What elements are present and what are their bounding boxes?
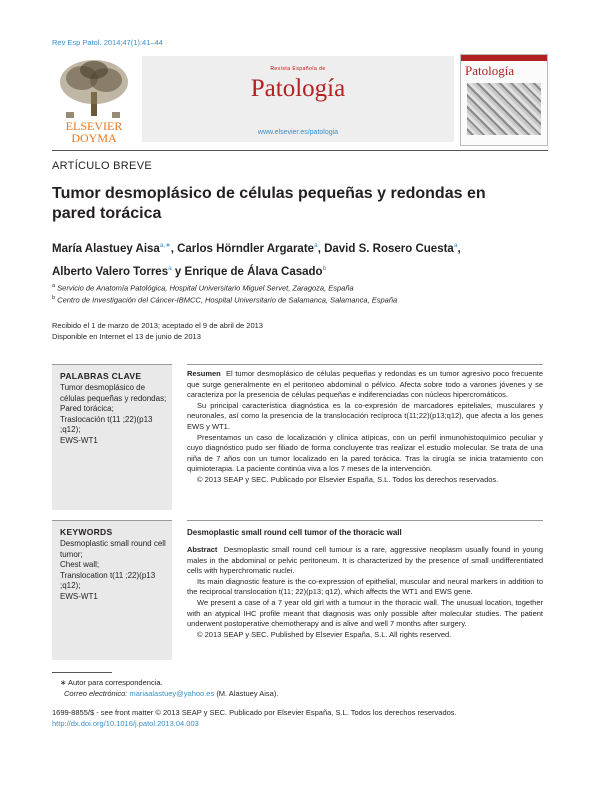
footnote-text: Autor para correspondencia.	[67, 678, 163, 687]
abstract-en	[187, 520, 543, 640]
doi-link[interactable]: http://dx.doi.org/10.1016/j.patol.2013.04.003	[52, 719, 199, 728]
article-type-label: ARTÍCULO BREVE	[52, 160, 152, 172]
corresponding-author-footnote	[52, 677, 542, 699]
abstract-en-copyright: © 2013 SEAP y SEC. Published by Elsevier España, S.L. All rights reserved.	[197, 629, 452, 639]
header-divider	[52, 150, 548, 151]
affiliation-b	[52, 293, 542, 306]
abstract-es-copyright: © 2013 SEAP y SEC. Publicado por Elsevier España, S.L. Todos los derechos reservados.	[197, 474, 499, 484]
email-label: Correo electrónico:	[64, 689, 128, 698]
abstract-en-paragraph: We present a case of a 7 year old girl with a tumour in the thoracic wall. The unusual location, together with an atypical IHC profile meant that diagnosis was only possible after molecular studies. The patient underwent postoperative chemotherapy and is alive and well 7 months after surgery.	[187, 597, 543, 629]
author-separator: ,	[317, 242, 325, 255]
online-date: Disponible en Internet el 13 de junio de 2013	[52, 332, 201, 341]
author-name: María Alastuey Aisa	[52, 242, 160, 255]
affiliation-text: Servicio de Anatomía Patológica, Hospital Universitario Miguel Servet, Zaragoza, España	[57, 283, 354, 293]
affiliation-marker: b	[52, 295, 56, 301]
author-name: Enrique de Álava Casado	[184, 265, 323, 278]
journal-url-link[interactable]: www.elsevier.es/patologia	[257, 129, 339, 136]
footnote-divider	[52, 672, 112, 673]
keyword-item: Translocation t(11 ;22)(p13 ;q12);	[60, 570, 156, 590]
author-affiliation-marker[interactable]: b	[322, 264, 327, 272]
keyword-item: EWS-WT1	[60, 435, 98, 445]
author-affiliation-marker[interactable]: a,∗	[159, 242, 171, 249]
author-affiliation-marker[interactable]: a	[453, 242, 458, 249]
keywords-es-heading: PALABRAS CLAVE	[60, 371, 142, 381]
author-list	[52, 236, 542, 282]
cover-title: Patología	[465, 63, 515, 78]
issn-block	[52, 707, 542, 729]
keyword-item: Traslocación t(11 ;22)(p13 ;q12);	[60, 414, 153, 434]
author-name: David S. Rosero Cuesta	[324, 242, 454, 255]
abstract-es-paragraph: Su principal característica diagnóstica es la co-expresión de marcadores epiteliales, musculares y neuronales, así como la presencia de la translocación recíproca t(11;22)(p13;q12), que afecta a los genes EWS y WT1.	[187, 400, 543, 431]
article-title: Tumor desmoplásico de células pequeñas y redondas en pared torácica	[52, 185, 486, 222]
issn-line: 1699-8855/$ - see front matter © 2013 SEAP y SEC. Publicado por Elsevier España, S.L. Todos los derechos reservados.	[52, 708, 457, 717]
affiliation-text: Centro de Investigación del Cáncer-IBMCC, Hospital Universitario de Salamanca, Salamanca, España	[57, 295, 398, 305]
keyword-item: Chest wall;	[60, 560, 100, 569]
citation-link[interactable]: Rev Esp Patol. 2014;47(1):41–44	[52, 38, 163, 47]
elsevier-tree-icon	[52, 56, 136, 144]
article-history	[52, 320, 542, 342]
abstract-en-paragraph: Desmoplastic small round cell tumour is a rare, aggressive neoplasm usually found in young males in the abdominal or pelvic peritoneum. It is characterized by the presence of small undifferentiated cells with hyperchromatic nuclei.	[187, 545, 543, 576]
journal-title: Patología	[250, 75, 346, 102]
keywords-es-box	[52, 364, 172, 510]
author-name: Alberto Valero Torres	[52, 265, 169, 278]
author-separator: ,	[170, 242, 178, 255]
elsevier-logo	[52, 56, 136, 144]
keyword-item: Desmoplastic small round cell tumor;	[60, 539, 166, 559]
author-separator: y	[171, 265, 185, 278]
keywords-en-box	[52, 520, 172, 660]
abstract-en-lead: Abstract	[187, 545, 218, 554]
email-link[interactable]: mariaalastuey@yahoo.es	[129, 689, 215, 698]
keyword-item: EWS-WT1	[60, 591, 98, 601]
keyword-item: Tumor desmoplásico de células pequeñas y redondas;	[60, 383, 167, 403]
author-name: Carlos Hörndler Argarate	[177, 242, 315, 255]
publisher-name-1: ELSEVIER	[65, 119, 123, 133]
keyword-item: Pared torácica;	[60, 404, 114, 413]
abstract-es	[187, 364, 543, 486]
abstract-en-paragraph: Its main diagnostic feature is the co-expression of epithelial, muscular and neural markers in addition to the reciprocal translocation t(11; 22)(p13; q12), which affects the WT1 and EWS gene.	[187, 576, 543, 597]
author-separator: ,	[457, 242, 461, 255]
journal-cover-thumbnail	[460, 54, 548, 146]
author-affiliation-marker[interactable]: a	[168, 264, 172, 272]
abstract-es-paragraph: Presentamos un caso de localización y clínica atípicas, con un perfil inmunohistoquímico peculiar y cuyo diagnóstico pudo ser filiado de forma concluyente tras realizar el estudio molecular. Se trata de una niña de 7 años con un tumor localizado en la pared torácica. Tras la cirugía se inicia tratamiento con quimioterapia. La paciente continúa viva a los 7 meses de la intervención.	[187, 432, 543, 474]
email-owner: (M. Alastuey Aisa).	[216, 689, 279, 698]
journal-subtitle: Revista Española de	[270, 66, 326, 72]
affiliation-a	[52, 281, 542, 294]
received-date: Recibido el 1 de marzo de 2013; aceptado el 9 de abril de 2013	[52, 321, 263, 330]
abstract-es-paragraph: El tumor desmoplásico de células pequeñas y redondas es un tumor agresivo poco frecuente que surge generalmente en el peritoneo abdominal o pélvico. Afecta sobre todo a varones jóvenes y se caracteriza por la presencia de células pequeñas e indiferenciadas con núcleos hipercromáticos.	[187, 369, 544, 400]
footnote-marker: ∗	[60, 678, 67, 687]
author-affiliation-marker[interactable]: a	[314, 242, 318, 249]
affiliation-marker: a	[52, 283, 56, 289]
cover-image	[467, 83, 541, 135]
abstract-en-title: Desmoplastic small round cell tumor of the thoracic wall	[187, 528, 402, 537]
keywords-en-heading: KEYWORDS	[60, 527, 113, 537]
publisher-name-2: DOYMA	[71, 131, 117, 144]
abstract-es-lead: Resumen	[187, 369, 221, 378]
